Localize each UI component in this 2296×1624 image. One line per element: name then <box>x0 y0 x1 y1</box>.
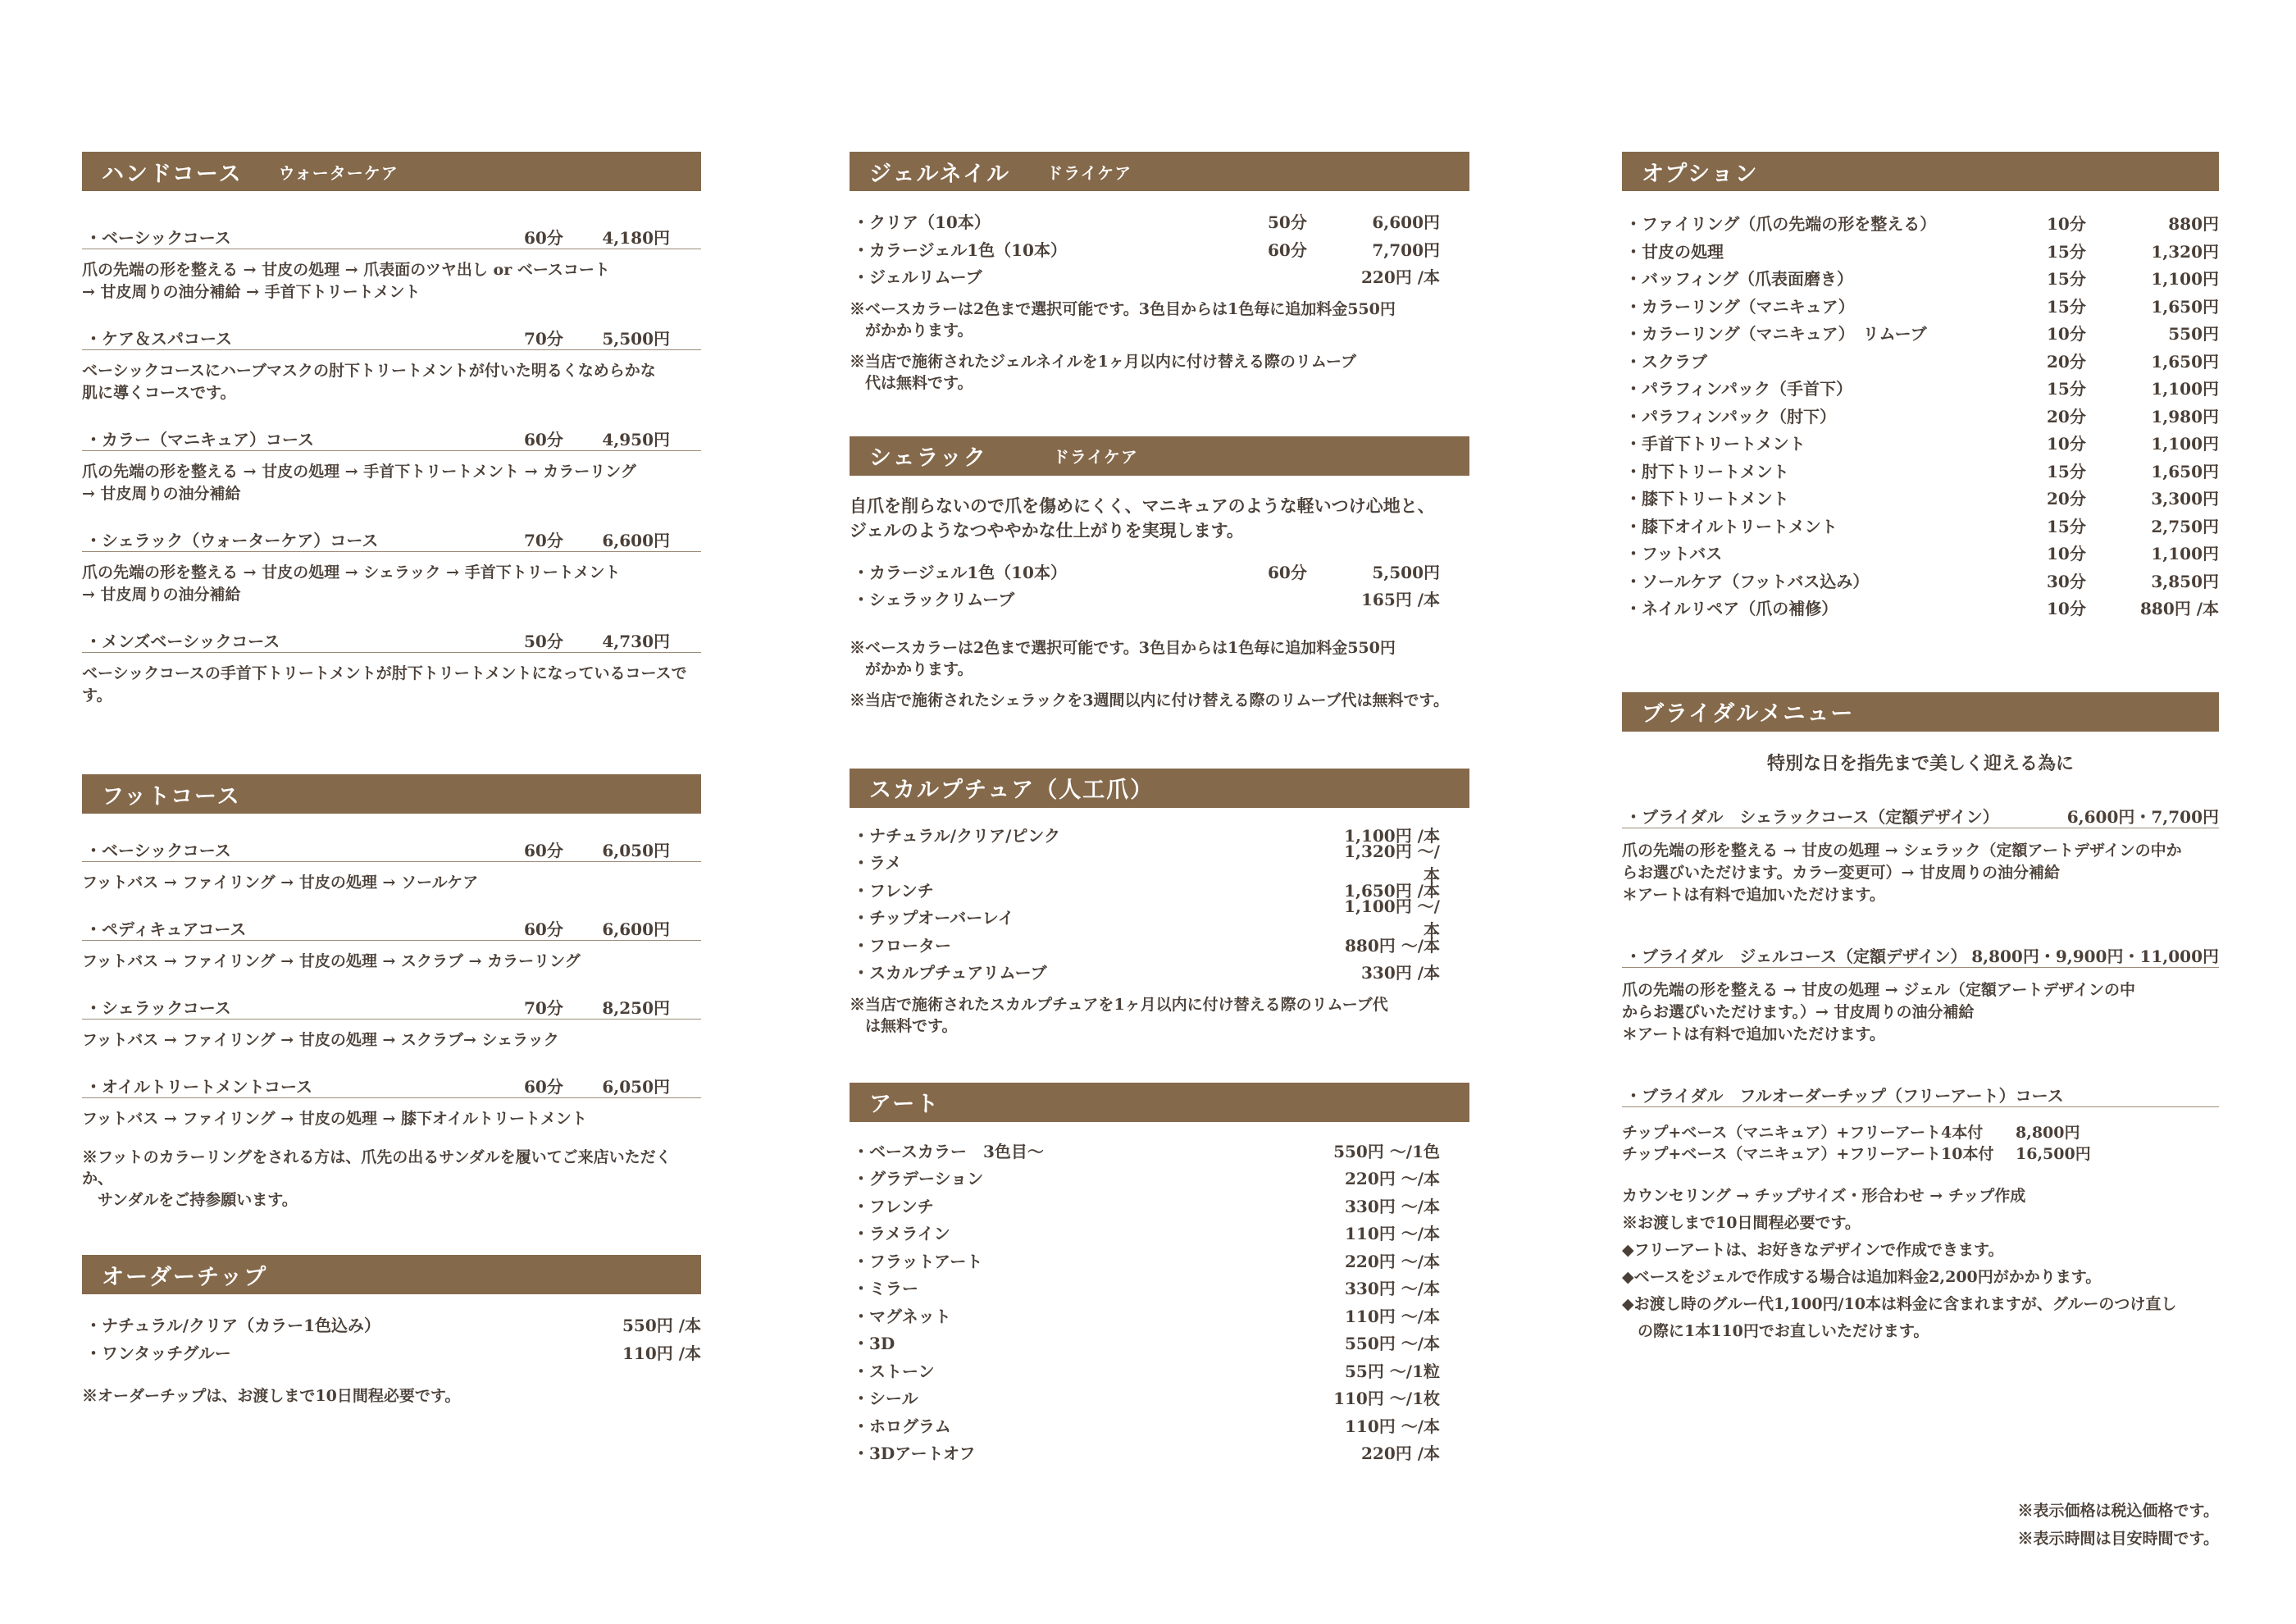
description-line: 肌に導くコースです。 <box>82 384 236 402</box>
bridal-course-list <box>1622 798 2219 1107</box>
bridal-course-row <box>1622 798 2219 828</box>
tax-note: ※表示価格は税込価格です。 <box>2017 1502 2219 1520</box>
item-time: 15分 <box>2047 379 2086 399</box>
menu-item <box>850 896 1469 940</box>
description-line: 爪の先端の形を整える → 甘皮の処理 → 爪表面のツヤ出し or ベースコート <box>82 261 610 279</box>
menu-item <box>82 1339 701 1366</box>
course-name: ・シェラック（ウォーターケア）コース <box>85 531 379 550</box>
hand-course-title: ハンドコース <box>102 161 243 187</box>
item-price: 110円 〜/1枚 <box>1333 1389 1440 1409</box>
bridal-course-price: 8,800円・9,900円・11,000円 <box>1971 946 2219 966</box>
item-time: 10分 <box>2047 434 2086 454</box>
item-price: 220円 〜/本 <box>1344 1169 1440 1189</box>
item-price: 1,320円 〜/本 <box>1344 841 1440 885</box>
course-description <box>82 461 701 505</box>
course-time: 70分 <box>524 531 563 550</box>
menu-item <box>82 1311 701 1339</box>
item-name: ・クリア（10本） <box>853 212 991 233</box>
sculpture-title: スカルプチュア（人工爪） <box>869 778 1155 803</box>
course-description <box>82 663 701 707</box>
item-name: ・シェラックリムーブ <box>853 590 1015 610</box>
item-price: 110円 〜/本 <box>1344 1416 1440 1436</box>
menu-item <box>1622 484 2219 512</box>
menu-item <box>850 931 1469 959</box>
course-description <box>82 1108 701 1130</box>
course-name: ・ケア＆スパコース <box>85 329 232 349</box>
item-name: ・膝下オイルトリートメント <box>1625 516 1838 536</box>
course-description <box>82 360 701 404</box>
description-line: → 甘皮周りの油分補給 <box>82 485 241 503</box>
foot-note-line: ※フットのカラーリングをされる方は、爪先の出るサンダルを履いてご来店いただくか、 <box>82 1148 672 1188</box>
course-price: 8,250円 <box>602 998 670 1018</box>
menu-item <box>850 841 1469 885</box>
hand-course-header <box>82 152 701 191</box>
item-name: ・ワンタッチグルー <box>85 1343 231 1363</box>
note-block <box>850 299 1469 341</box>
item-price: 220円 /本 <box>1360 1444 1440 1464</box>
course-time: 60分 <box>524 919 563 939</box>
note-line: がかかります。 <box>850 321 973 340</box>
menu-item <box>1622 347 2219 375</box>
item-name: ・ネイルリペア（爪の補修） <box>1625 599 1838 619</box>
bridal-course-description <box>1622 979 2219 1046</box>
item-time: 10分 <box>2047 599 2086 619</box>
menu-item <box>850 1412 1469 1439</box>
course-item <box>82 989 701 1051</box>
item-price: 1,100円 <box>2151 379 2219 399</box>
menu-item <box>1622 237 2219 265</box>
course-item <box>82 1068 701 1130</box>
menu-item <box>850 1302 1469 1330</box>
item-price: 2,750円 <box>2151 516 2219 536</box>
bridal-note-line: ※お渡しまで10日間程必要です。 <box>1622 1213 1861 1232</box>
sculpture-list <box>850 821 1469 986</box>
note-block <box>850 690 1469 711</box>
bridal-course <box>1622 798 2219 906</box>
item-time: 15分 <box>2047 296 2086 317</box>
course-item <box>82 832 701 894</box>
item-price: 1,650円 <box>2151 351 2219 372</box>
item-price: 330円 /本 <box>1360 963 1440 983</box>
item-time: 60分 <box>1268 562 1307 582</box>
course-price: 6,600円 <box>602 531 670 550</box>
course-price: 5,500円 <box>602 329 670 349</box>
shellac-notes <box>850 637 1469 711</box>
bridal-tip-row <box>1622 1122 2219 1143</box>
item-price: 550円 〜/本 <box>1344 1334 1440 1354</box>
item-price: 110円 /本 <box>622 1343 701 1363</box>
course-row <box>82 623 701 653</box>
course-name: ・ペディキュアコース <box>85 919 247 939</box>
bridal-tip-row <box>1622 1143 2219 1165</box>
course-time: 60分 <box>524 430 563 449</box>
bridal-note-line: ◆ベースをジェルで作成する場合は追加料金2,200円がかかります。 <box>1622 1267 2102 1286</box>
item-name: ・シール <box>853 1389 918 1409</box>
note-line: ※当店で施術されたシェラックを3週間以内に付け替える際のリムーブ代は無料です。 <box>850 691 1450 709</box>
item-price: 550円 〜/1色 <box>1333 1141 1440 1161</box>
bridal-course <box>1622 1077 2219 1107</box>
item-price: 1,100円 <box>2151 269 2219 290</box>
option-list <box>1622 209 2219 622</box>
course-description <box>82 1029 701 1051</box>
menu-item <box>1622 264 2219 292</box>
item-time: 20分 <box>2047 406 2086 427</box>
item-name: ・グラデーション <box>853 1169 984 1189</box>
shellac-intro-line: ジェルのようなつややかな仕上がりを実現します。 <box>850 519 1244 541</box>
bridal-note-line: ◆フリーアートは、お好きなデザインで作成できます。 <box>1622 1240 2004 1259</box>
bridal-notes <box>1622 1183 2219 1345</box>
course-item <box>82 219 701 303</box>
course-row <box>82 910 701 941</box>
course-row <box>82 989 701 1020</box>
item-price: 330円 〜/本 <box>1344 1279 1440 1299</box>
course-item <box>82 320 701 404</box>
shellac-subtitle: ドライケア <box>1052 447 1138 467</box>
item-price: 880円 <box>2168 214 2219 235</box>
bridal-course <box>1622 937 2219 1046</box>
course-name: ・ベーシックコース <box>85 228 231 248</box>
menu-item <box>850 1357 1469 1385</box>
item-price: 1,980円 <box>2151 406 2219 427</box>
option-header <box>1622 152 2219 191</box>
item-price: 550円 <box>2168 324 2219 344</box>
order-tip-list <box>82 1311 701 1366</box>
item-time: 30分 <box>2047 571 2086 591</box>
item-name: ・甘皮の処理 <box>1625 241 1724 262</box>
item-name: ・3D <box>853 1334 895 1354</box>
item-name: ・ナチュラル/クリア/ピンク <box>853 825 1061 846</box>
course-name: ・シェラックコース <box>85 998 231 1018</box>
tip-label: チップ+ベース（マニキュア）+フリーアート4本付 <box>1622 1123 1984 1142</box>
bridal-tip-list <box>1622 1122 2219 1165</box>
menu-item <box>1622 209 2219 237</box>
menu-item <box>850 585 1469 613</box>
item-price: 165円 /本 <box>1360 590 1440 610</box>
shellac-header <box>850 436 1469 476</box>
item-time: 20分 <box>2047 351 2086 372</box>
item-name: ・マグネット <box>853 1306 951 1326</box>
description-line: ベーシックコースにハーブマスクの肘下トリートメントが付いた明るくなめらかな <box>82 362 656 380</box>
item-time: 15分 <box>2047 461 2086 481</box>
item-name: ・フレンチ <box>853 1196 934 1216</box>
description-line: フットバス → ファイリング → 甘皮の処理 → ソールケア <box>82 874 479 892</box>
item-price: 1,100円 /本 <box>1344 825 1440 846</box>
bridal-course-row <box>1622 1077 2219 1107</box>
menu-item <box>850 958 1469 986</box>
bridal-note-line: カウンセリング → チップサイズ・形合わせ → チップ作成 <box>1622 1186 2026 1205</box>
item-name: ・フレンチ <box>853 880 934 901</box>
note-line: ※当店で施術されたジェルネイルを1ヶ月以内に付け替える際のリムーブ <box>850 352 1356 371</box>
item-name: ・スカルプチュアリムーブ <box>853 963 1047 983</box>
item-time: 10分 <box>2047 324 2086 344</box>
menu-item <box>1622 292 2219 320</box>
menu-item <box>1622 594 2219 622</box>
middle-column <box>850 152 1469 1467</box>
item-price: 110円 〜/本 <box>1344 1224 1440 1244</box>
shellac-list <box>850 558 1469 613</box>
menu-item <box>1622 429 2219 457</box>
item-time: 60分 <box>1268 239 1307 260</box>
item-name: ・膝下トリートメント <box>1625 489 1789 509</box>
item-time: 10分 <box>2047 214 2086 235</box>
shellac-intro <box>850 494 1469 543</box>
menu-item <box>1622 374 2219 402</box>
item-name: ・カラージェル1色（10本） <box>853 239 1067 260</box>
order-tip-title: オーダーチップ <box>102 1264 268 1290</box>
course-description <box>82 562 701 606</box>
item-name: ・ホログラム <box>853 1416 951 1436</box>
course-description <box>82 951 701 973</box>
bridal-note-line: ◆お渡し時のグルー代1,100円/10本は料金に含まれますが、グルーのつけ直し <box>1622 1294 2177 1313</box>
right-column <box>1622 152 2219 1548</box>
item-price: 220円 〜/本 <box>1344 1251 1440 1271</box>
note-line: 代は無料です。 <box>850 373 973 392</box>
foot-course-title: フットコース <box>102 783 241 810</box>
course-name: ・オイルトリートメントコース <box>85 1077 312 1097</box>
item-price: 7,700円 <box>1372 239 1440 260</box>
course-item <box>82 421 701 505</box>
note-line: がかかります。 <box>850 659 973 678</box>
description-line: → 甘皮周りの油分補給 → 手首下トリートメント <box>82 283 421 301</box>
description-line: ＊アートは有料で追加いただけます。 <box>1622 1024 1885 1043</box>
item-name: ・パラフィンパック（手首下） <box>1625 379 1852 399</box>
course-price: 6,600円 <box>602 919 670 939</box>
menu-item <box>850 1164 1469 1192</box>
gel-nail-notes <box>850 299 1469 394</box>
menu-item <box>850 1192 1469 1220</box>
course-time: 60分 <box>524 228 563 248</box>
item-time: 50分 <box>1268 212 1307 233</box>
course-row <box>82 1068 701 1098</box>
note-line: ※ベースカラーは2色まで選択可能です。3色目からは1色毎に追加料金550円 <box>850 638 1396 657</box>
menu-item <box>1622 457 2219 485</box>
course-row <box>82 219 701 249</box>
menu-item <box>850 235 1469 263</box>
item-name: ・バッフィング（爪表面磨き） <box>1625 269 1853 290</box>
item-name: ・チップオーバーレイ <box>853 908 1014 928</box>
description-line: からお選びいただけます。）→ 甘皮周りの油分補給 <box>1622 1002 1975 1021</box>
item-name: ・パラフィンパック（肘下） <box>1625 406 1836 427</box>
item-name: ・カラージェル1色（10本） <box>853 562 1067 582</box>
course-row <box>82 320 701 350</box>
bridal-header <box>1622 692 2219 732</box>
course-price: 4,730円 <box>602 632 670 651</box>
item-name: ・肘下トリートメント <box>1625 461 1789 481</box>
description-line: 爪の先端の形を整える → 甘皮の処理 → 手首下トリートメント → カラーリング <box>82 463 636 481</box>
course-row <box>82 522 701 552</box>
bridal-tagline: 特別な日を指先まで美しく迎える為に <box>1766 752 2074 774</box>
note-block <box>850 351 1469 394</box>
sculpture-header <box>850 769 1469 808</box>
item-price: 1,650円 <box>2151 461 2219 481</box>
item-price: 330円 〜/本 <box>1344 1196 1440 1216</box>
item-price: 55円 〜/1粒 <box>1344 1361 1440 1381</box>
course-description <box>82 259 701 303</box>
foot-note-line: サンダルをご持参願います。 <box>82 1191 298 1209</box>
time-note: ※表示時間は目安時間です。 <box>2017 1530 2219 1548</box>
item-price: 3,850円 <box>2151 571 2219 591</box>
menu-item <box>850 1274 1469 1302</box>
course-price: 6,050円 <box>602 841 670 860</box>
item-price: 880円 /本 <box>2139 599 2219 619</box>
description-line: 爪の先端の形を整える → 甘皮の処理 → シェラック（定額アートデザインの中か <box>1622 841 2182 860</box>
description-line: フットバス → ファイリング → 甘皮の処理 → スクラブ → カラーリング <box>82 952 581 970</box>
hand-course-subtitle: ウォーターケア <box>278 162 399 183</box>
menu-item <box>850 1137 1469 1165</box>
menu-item <box>850 1247 1469 1275</box>
menu-item <box>850 1439 1469 1467</box>
option-title: オプション <box>1642 161 1759 187</box>
menu-item <box>1622 539 2219 567</box>
gel-nail-title: ジェルネイル <box>869 161 1011 187</box>
foot-note <box>82 1147 701 1211</box>
art-header <box>850 1083 1469 1122</box>
description-line: ＊アートは有料で追加いただけます。 <box>1622 885 1885 904</box>
item-name: ・3Dアートオフ <box>853 1444 976 1464</box>
item-name: ・手首下トリートメント <box>1625 434 1806 454</box>
menu-item <box>1622 567 2219 595</box>
item-name: ・フローター <box>853 935 951 956</box>
item-time: 20分 <box>2047 489 2086 509</box>
gel-nail-list <box>850 208 1469 290</box>
item-price: 220円 /本 <box>1360 267 1440 288</box>
sculpture-note <box>850 994 1469 1037</box>
bridal-course-name: ・ブライダル フルオーダーチップ（フリーアート）コース <box>1625 1085 2064 1106</box>
item-price: 1,100円 〜/本 <box>1344 896 1440 940</box>
left-column <box>82 152 701 1407</box>
course-name: ・カラー（マニキュア）コース <box>85 430 314 449</box>
bridal-title: ブライダルメニュー <box>1642 701 1855 727</box>
menu-item <box>850 558 1469 586</box>
tip-price: 8,800円 <box>2016 1123 2080 1142</box>
course-time: 50分 <box>524 632 563 651</box>
item-price: 880円 〜/本 <box>1344 935 1440 956</box>
bridal-course-price: 6,600円・7,700円 <box>2066 806 2219 827</box>
course-row <box>82 832 701 862</box>
item-price: 110円 〜/本 <box>1344 1306 1440 1326</box>
description-line: → 甘皮周りの油分補給 <box>82 586 241 604</box>
item-name: ・カラーリング（マニキュア） リムーブ <box>1625 324 1927 344</box>
item-price: 1,100円 <box>2151 434 2219 454</box>
art-list <box>850 1137 1469 1467</box>
item-time: 10分 <box>2047 544 2086 564</box>
item-price: 1,650円 /本 <box>1344 880 1440 901</box>
menu-item <box>850 1384 1469 1412</box>
item-name: ・ジェルリムーブ <box>853 267 982 288</box>
course-item <box>82 910 701 973</box>
item-name: ・ラメライン <box>853 1224 950 1244</box>
item-time: 15分 <box>2047 269 2086 290</box>
course-row <box>82 421 701 451</box>
description-line: 爪の先端の形を整える → 甘皮の処理 → ジェル（定額アートデザインの中 <box>1622 980 2136 999</box>
description-line: フットバス → ファイリング → 甘皮の処理 → スクラブ→ シェラック <box>82 1031 559 1049</box>
item-name: ・ストーン <box>853 1361 935 1381</box>
menu-item <box>850 1219 1469 1247</box>
bridal-course-name: ・ブライダル ジェルコース（定額デザイン） <box>1625 946 1967 966</box>
art-title: アート <box>869 1092 941 1117</box>
course-name: ・ベーシックコース <box>85 841 231 860</box>
course-description <box>82 872 701 894</box>
sculpture-note-line: ※当店で施術されたスカルプチュアを1ヶ月以内に付け替える際のリムーブ代 <box>850 995 1388 1014</box>
course-time: 60分 <box>524 841 563 860</box>
item-price: 6,600円 <box>1372 212 1440 233</box>
item-name: ・ベースカラー 3色目〜 <box>853 1141 1044 1161</box>
menu-item <box>850 208 1469 235</box>
menu-item <box>850 262 1469 290</box>
gel-nail-subtitle: ドライケア <box>1046 162 1132 183</box>
item-name: ・ラメ <box>853 853 902 874</box>
item-price: 1,650円 <box>2151 296 2219 317</box>
course-time: 60分 <box>524 1077 563 1097</box>
item-name: ・ミラー <box>853 1279 918 1299</box>
foot-course-list <box>82 832 701 1130</box>
description-line: らお選びいただけます。カラー変更可）→ 甘皮周りの油分補給 <box>1622 863 2061 882</box>
shellac-intro-line: 自爪を削らないので爪を傷めにくく、マニキュアのような軽いつけ心地と、 <box>850 495 1435 516</box>
description-line: フットバス → ファイリング → 甘皮の処理 → 膝下オイルトリートメント <box>82 1110 587 1128</box>
footer-notes <box>2018 1497 2219 1553</box>
item-name: ・スクラブ <box>1625 351 1707 372</box>
bridal-course-name: ・ブライダル シェラックコース（定額デザイン） <box>1625 806 1999 827</box>
item-name: ・カラーリング（マニキュア） <box>1625 296 1855 317</box>
item-time: 15分 <box>2047 241 2086 262</box>
item-price: 5,500円 <box>1372 562 1440 582</box>
course-item <box>82 623 701 707</box>
menu-item <box>850 1329 1469 1357</box>
course-price: 6,050円 <box>602 1077 670 1097</box>
course-time: 70分 <box>524 998 563 1018</box>
gel-nail-header <box>850 152 1469 191</box>
menu-item <box>1622 512 2219 540</box>
item-price: 1,100円 <box>2151 544 2219 564</box>
bridal-note-line: の際に1本110円でお直しいただけます。 <box>1622 1321 1929 1340</box>
note-line: ※ベースカラーは2色まで選択可能です。3色目からは1色毎に追加料金550円 <box>850 299 1396 318</box>
menu-item <box>1622 402 2219 430</box>
tip-price: 16,500円 <box>2016 1144 2091 1163</box>
item-name: ・ソールケア（フットバス込み） <box>1625 571 1870 591</box>
menu-item <box>1622 319 2219 347</box>
item-price: 550円 /本 <box>622 1316 701 1336</box>
foot-course-header <box>82 774 701 814</box>
course-item <box>82 522 701 606</box>
description-line: ベーシックコースの手首下トリートメントが肘下トリートメントになっているコースです。 <box>82 664 687 705</box>
course-price: 4,180円 <box>602 228 670 248</box>
item-time: 15分 <box>2047 516 2086 536</box>
item-name: ・ファイリング（爪の先端の形を整える） <box>1625 214 1937 235</box>
item-name: ・ナチュラル/クリア（カラー1色込み） <box>85 1316 381 1336</box>
course-price: 4,950円 <box>602 430 670 449</box>
item-price: 3,300円 <box>2151 489 2219 509</box>
item-price: 1,320円 <box>2151 241 2219 262</box>
course-time: 70分 <box>524 329 563 349</box>
bridal-course-row <box>1622 937 2219 968</box>
bridal-course-description <box>1622 840 2219 906</box>
description-line: 爪の先端の形を整える → 甘皮の処理 → シェラック → 手首下トリートメント <box>82 563 621 582</box>
note-block <box>850 637 1469 680</box>
tip-label: チップ+ベース（マニキュア）+フリーアート10本付 <box>1622 1144 1994 1163</box>
order-tip-header <box>82 1255 701 1294</box>
order-tip-note: ※オーダーチップは、お渡しまで10日間程必要です。 <box>82 1387 461 1405</box>
course-name: ・メンズベーシックコース <box>85 632 280 651</box>
shellac-title: シェラック <box>869 445 987 471</box>
item-name: ・フットバス <box>1625 544 1723 564</box>
sculpture-note-line: は無料です。 <box>850 1016 958 1035</box>
item-name: ・フラットアート <box>853 1251 983 1271</box>
hand-course-list <box>82 219 701 707</box>
